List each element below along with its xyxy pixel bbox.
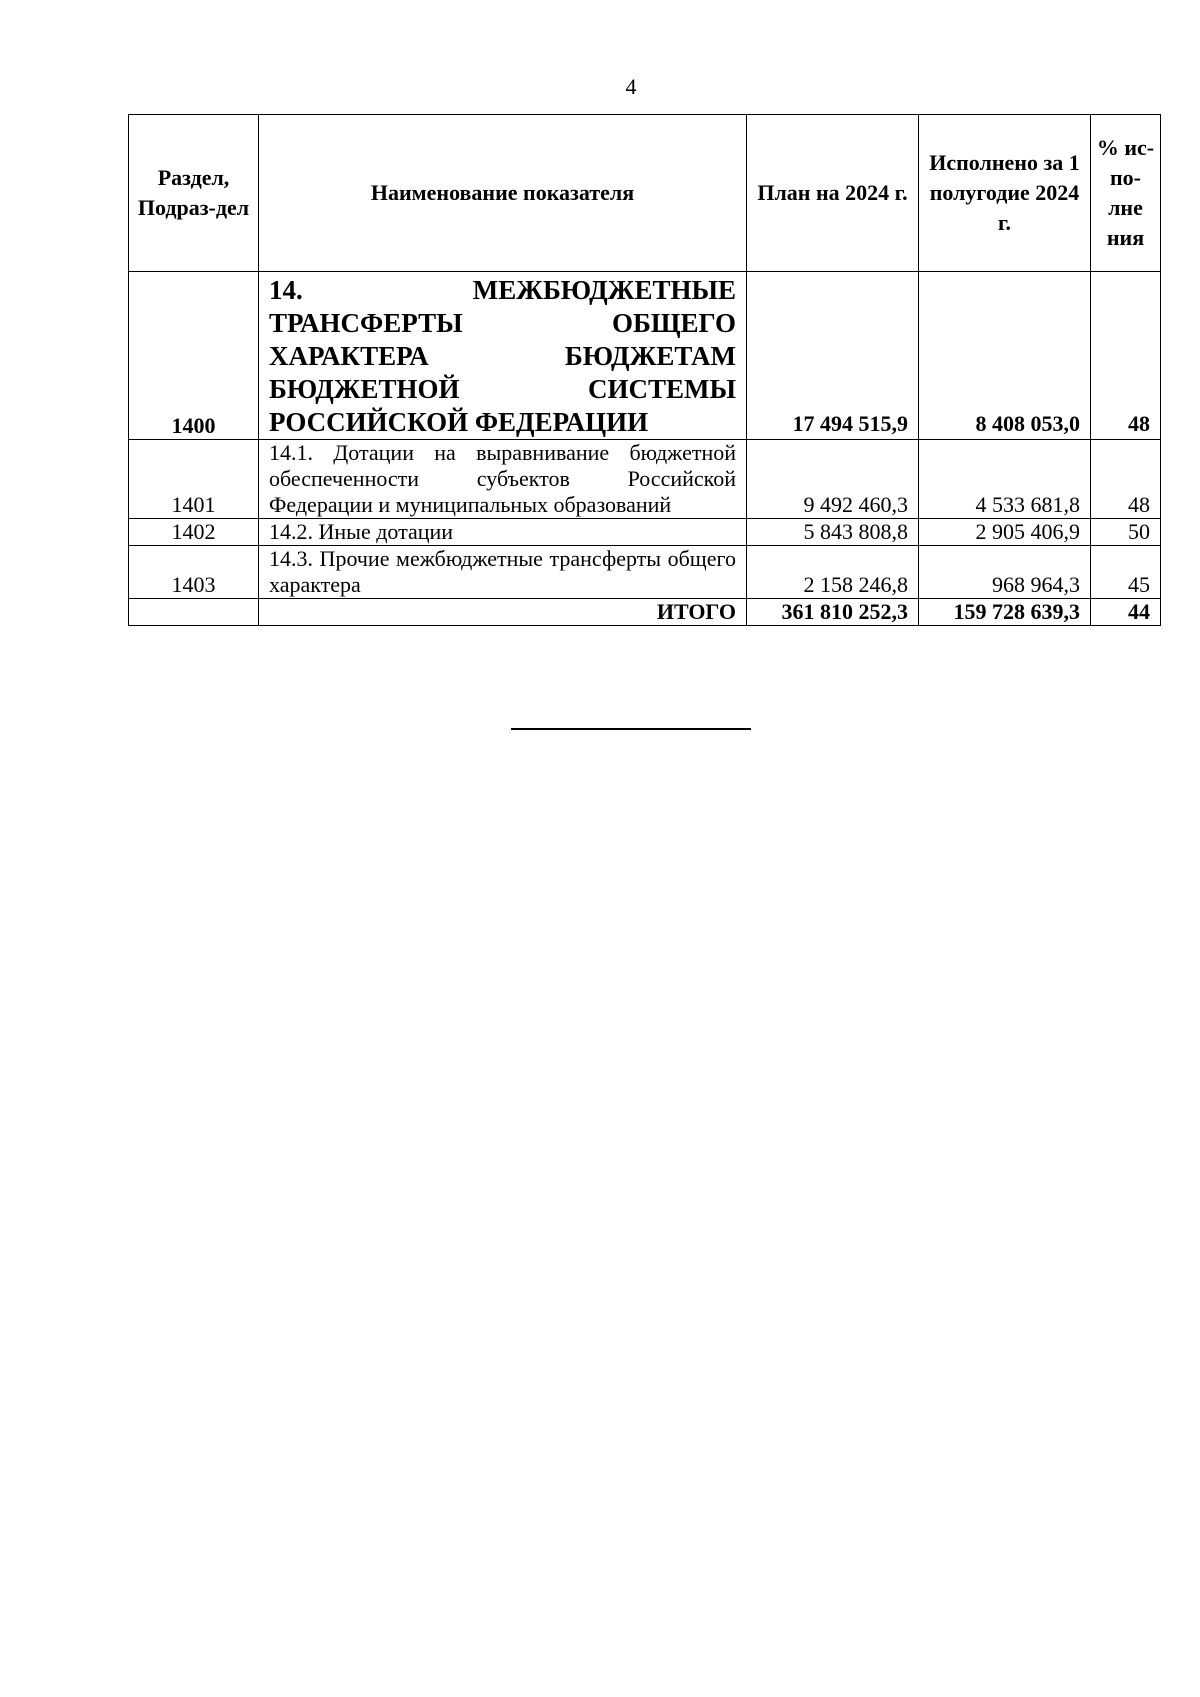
header-executed: Исполнено за 1 полугодие 2024 г. bbox=[919, 115, 1091, 272]
section-code: 1400 bbox=[129, 272, 259, 440]
section-percent: 48 bbox=[1091, 272, 1161, 440]
row-plan: 2 158 246,8 bbox=[747, 546, 919, 599]
row-name: 14.3. Прочие межбюджетные трансферты общего характера bbox=[259, 546, 747, 599]
header-indicator-name: Наименование показателя bbox=[259, 115, 747, 272]
table-row-section bbox=[129, 272, 1161, 440]
section-name: 14. МЕЖБЮДЖЕТНЫЕ ТРАНСФЕРТЫ ОБЩЕГО ХАРАКТЕРА БЮДЖЕТАМ БЮДЖЕТНОЙ СИСТЕМЫ РОССИЙСКОЙ ФЕДЕРАЦИИ bbox=[259, 272, 747, 440]
row-code: 1402 bbox=[129, 519, 259, 546]
row-code: 1403 bbox=[129, 546, 259, 599]
end-of-document-rule bbox=[511, 728, 751, 730]
table-row-total bbox=[129, 599, 1161, 626]
table-row bbox=[129, 440, 1161, 519]
row-plan: 9 492 460,3 bbox=[747, 440, 919, 519]
row-percent: 48 bbox=[1091, 440, 1161, 519]
section-executed: 8 408 053,0 bbox=[919, 272, 1091, 440]
total-plan: 361 810 252,3 bbox=[747, 599, 919, 626]
row-name: 14.2. Иные дотации bbox=[259, 519, 747, 546]
budget-execution-table bbox=[128, 114, 1161, 626]
row-percent: 50 bbox=[1091, 519, 1161, 546]
row-executed: 2 905 406,9 bbox=[919, 519, 1091, 546]
row-percent: 45 bbox=[1091, 546, 1161, 599]
header-percent: % ис-по-лне ния bbox=[1091, 115, 1161, 272]
header-plan: План на 2024 г. bbox=[747, 115, 919, 272]
row-code: 1401 bbox=[129, 440, 259, 519]
row-executed: 4 533 681,8 bbox=[919, 440, 1091, 519]
section-plan: 17 494 515,9 bbox=[747, 272, 919, 440]
table-header-row bbox=[129, 115, 1161, 272]
row-plan: 5 843 808,8 bbox=[747, 519, 919, 546]
table-row bbox=[129, 519, 1161, 546]
table-row bbox=[129, 546, 1161, 599]
total-percent: 44 bbox=[1091, 599, 1161, 626]
total-label: ИТОГО bbox=[259, 599, 747, 626]
page-number: 4 bbox=[625, 74, 637, 99]
total-code-empty bbox=[129, 599, 259, 626]
row-name: 14.1. Дотации на выравнивание бюджетной обеспеченности субъектов Российской Федерации и муниципальных образований bbox=[259, 440, 747, 519]
row-executed: 968 964,3 bbox=[919, 546, 1091, 599]
total-executed: 159 728 639,3 bbox=[919, 599, 1091, 626]
header-section-code: Раздел, Подраз-дел bbox=[129, 115, 259, 272]
